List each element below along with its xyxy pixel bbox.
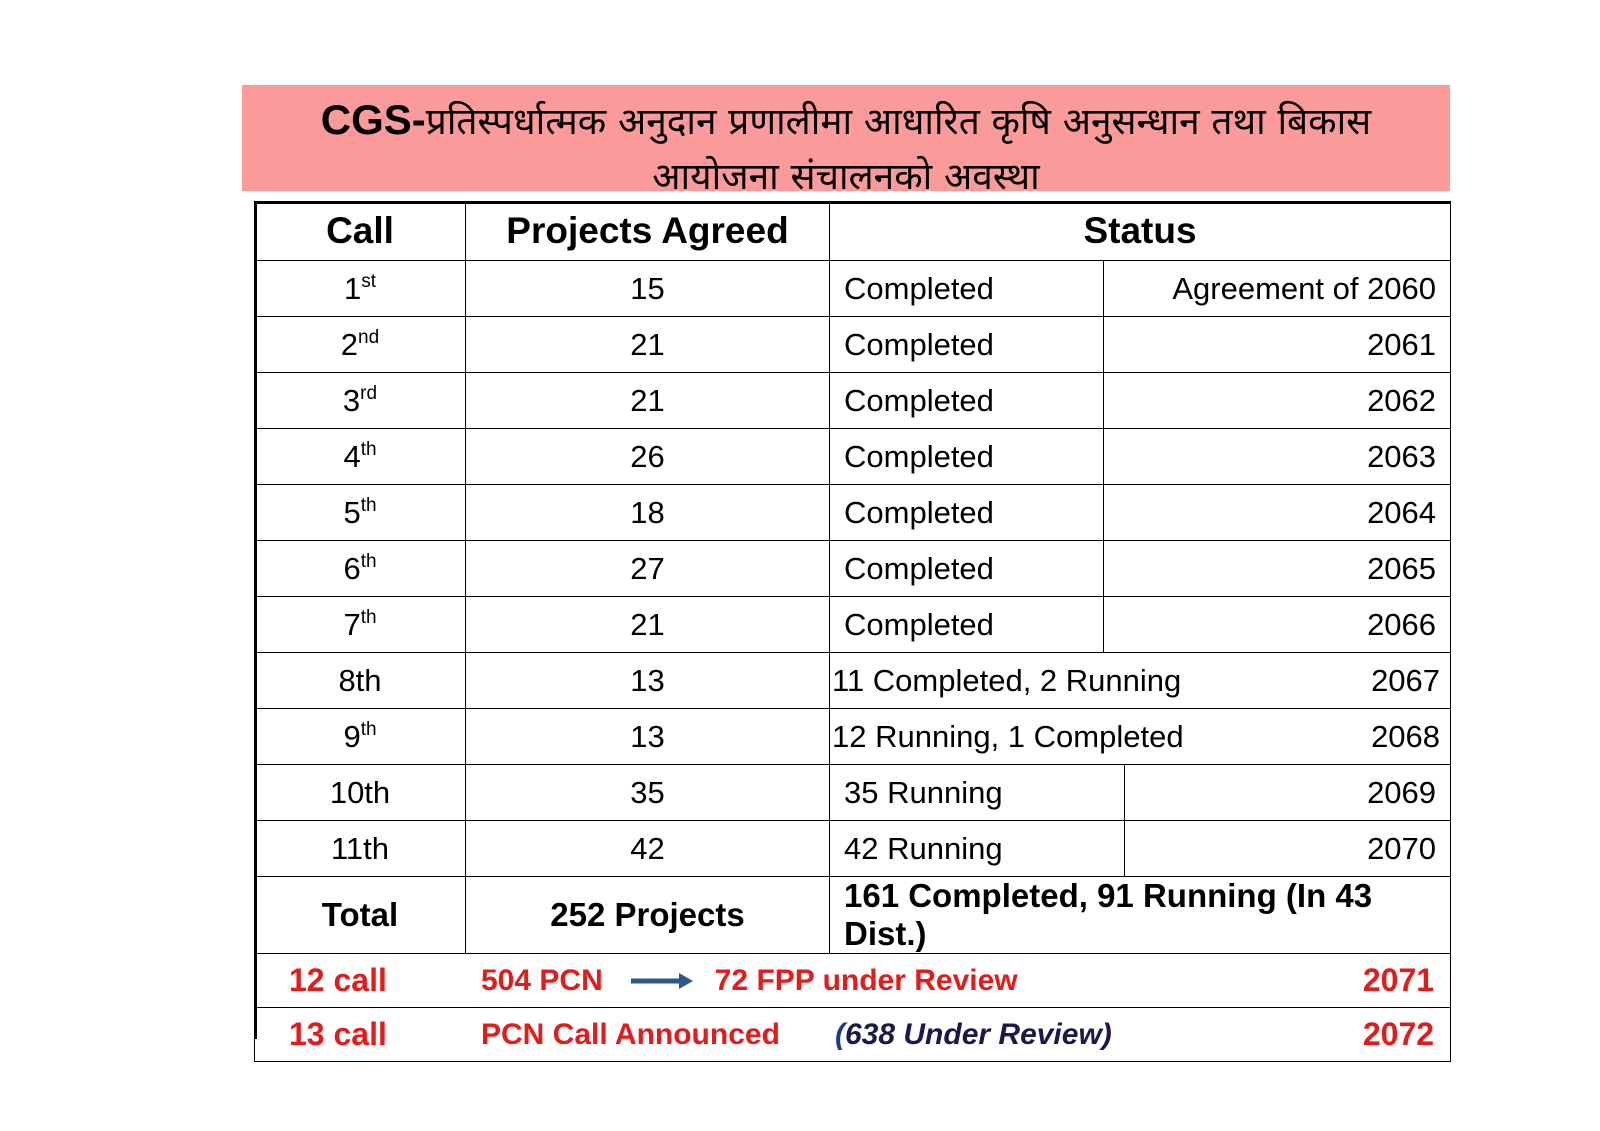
table-row: [255, 261, 1451, 317]
status-cell: Completed: [830, 317, 1104, 373]
year-cell: 2066: [1104, 597, 1451, 653]
table-row: [255, 821, 1451, 877]
year-cell: 2062: [1104, 373, 1451, 429]
call-suffix: th: [360, 494, 377, 516]
status-cell: 35 Running: [830, 765, 1125, 821]
call12-year: 2071: [1362, 962, 1435, 998]
call13-review-open: (: [835, 1017, 845, 1051]
call-cell: [255, 765, 466, 821]
call13-label: 13 call: [289, 1016, 387, 1052]
projects-cell: 21: [466, 597, 830, 653]
call-suffix: st: [361, 270, 377, 292]
status-cell: Completed: [830, 261, 1104, 317]
call-number: 6: [343, 550, 361, 586]
call13-review: [835, 1008, 1112, 1061]
call-number: 10th: [329, 774, 391, 810]
call-cell: [255, 541, 466, 597]
table-row: [255, 541, 1451, 597]
year-text: 2067: [1371, 662, 1441, 698]
call12-flow: [481, 954, 1018, 1007]
call-number: 3: [342, 382, 361, 418]
header-call: Call: [255, 202, 466, 261]
table-row: [255, 373, 1451, 429]
call-cell: [255, 261, 466, 317]
title-line-2: आयोजना संचालनको अवस्था: [652, 155, 1040, 198]
call-suffix: th: [360, 606, 377, 628]
year-text: 2068: [1371, 718, 1441, 754]
call-cell: [255, 485, 466, 541]
projects-cell: 42: [466, 821, 830, 877]
call13-announce: PCN Call Announced: [481, 1017, 780, 1051]
projects-cell: 35: [466, 765, 830, 821]
table-row: [255, 429, 1451, 485]
call-number: 9: [343, 718, 361, 754]
call-cell: [255, 373, 466, 429]
call-suffix: th: [360, 718, 377, 740]
header-row: [255, 202, 1451, 261]
call12-cell: [255, 954, 1451, 1008]
year-cell: Agreement of 2060: [1104, 261, 1451, 317]
call-number: 5: [343, 494, 361, 530]
call-cell: [255, 429, 466, 485]
right-arrow-icon: [629, 966, 695, 996]
year-cell: 2065: [1104, 541, 1451, 597]
cgs-status-table: [254, 201, 1451, 1062]
call-number: 8th: [338, 662, 382, 698]
call12-fpp: 72 FPP under Review: [714, 963, 1018, 997]
status-cell: Completed: [830, 373, 1104, 429]
projects-cell: 13: [466, 709, 830, 765]
status-cell: Completed: [830, 541, 1104, 597]
call12-row: [255, 954, 1451, 1008]
projects-cell: 21: [466, 373, 830, 429]
call-cell: [255, 317, 466, 373]
call-suffix: nd: [358, 326, 380, 348]
table-row: [255, 653, 1451, 709]
year-cell: 2063: [1104, 429, 1451, 485]
projects-cell: 26: [466, 429, 830, 485]
status-text: 11 Completed, 2 Running: [832, 662, 1182, 698]
status-cell: Completed: [830, 429, 1104, 485]
total-row: [255, 877, 1451, 954]
status-merged-cell: [830, 709, 1451, 765]
status-cell: 42 Running: [830, 821, 1125, 877]
call13-row: [255, 1008, 1451, 1062]
title-line-1: [242, 92, 1450, 149]
call13-review-text: 638 Under Review): [845, 1017, 1112, 1051]
status-cell: Completed: [830, 597, 1104, 653]
title-prefix: CGS-: [320, 96, 426, 143]
projects-cell: 21: [466, 317, 830, 373]
call13-year: 2072: [1362, 1016, 1435, 1052]
table-row: [255, 709, 1451, 765]
projects-cell: 27: [466, 541, 830, 597]
year-cell: 2070: [1125, 821, 1451, 877]
call13-cell: [255, 1008, 1451, 1062]
title-text-1: प्रतिस्पर्धात्मक अनुदान प्रणालीमा आधारित कृषि अनुसन्धान तथा बिकास: [425, 100, 1372, 143]
projects-cell: 15: [466, 261, 830, 317]
call12-pcn: 504 PCN: [481, 963, 603, 997]
year-cell: 2061: [1104, 317, 1451, 373]
call-number: 11th: [330, 830, 390, 866]
table-frame-top: [254, 201, 1450, 204]
call-cell: [255, 709, 466, 765]
table-row: [255, 765, 1451, 821]
call-number: 7: [343, 606, 361, 642]
call12-label: 12 call: [289, 962, 387, 998]
table-row: [255, 485, 1451, 541]
call-number: 4: [343, 438, 361, 474]
call-suffix: rd: [360, 382, 378, 404]
page-title: [242, 92, 1450, 204]
projects-cell: 13: [466, 653, 830, 709]
year-cell: 2069: [1125, 765, 1451, 821]
header-status: Status: [830, 202, 1451, 261]
call-number: 1: [343, 270, 362, 306]
table-frame-left: [254, 201, 257, 1039]
status-cell: Completed: [830, 485, 1104, 541]
header-projects: Projects Agreed: [466, 202, 830, 261]
total-projects: 252 Projects: [466, 877, 830, 954]
table-row: [255, 317, 1451, 373]
table-row: [255, 597, 1451, 653]
call-number: 2: [340, 326, 359, 362]
call-suffix: th: [360, 550, 377, 572]
total-label: Total: [255, 877, 466, 954]
status-merged-cell: [830, 653, 1451, 709]
call-cell: [255, 653, 466, 709]
projects-cell: 18: [466, 485, 830, 541]
call-cell: [255, 597, 466, 653]
year-cell: 2064: [1104, 485, 1451, 541]
status-text: 12 Running, 1 Completed: [832, 718, 1184, 754]
call-cell: [255, 821, 466, 877]
total-status: 161 Completed, 91 Running (In 43 Dist.): [830, 877, 1451, 954]
call-suffix: th: [360, 438, 377, 460]
